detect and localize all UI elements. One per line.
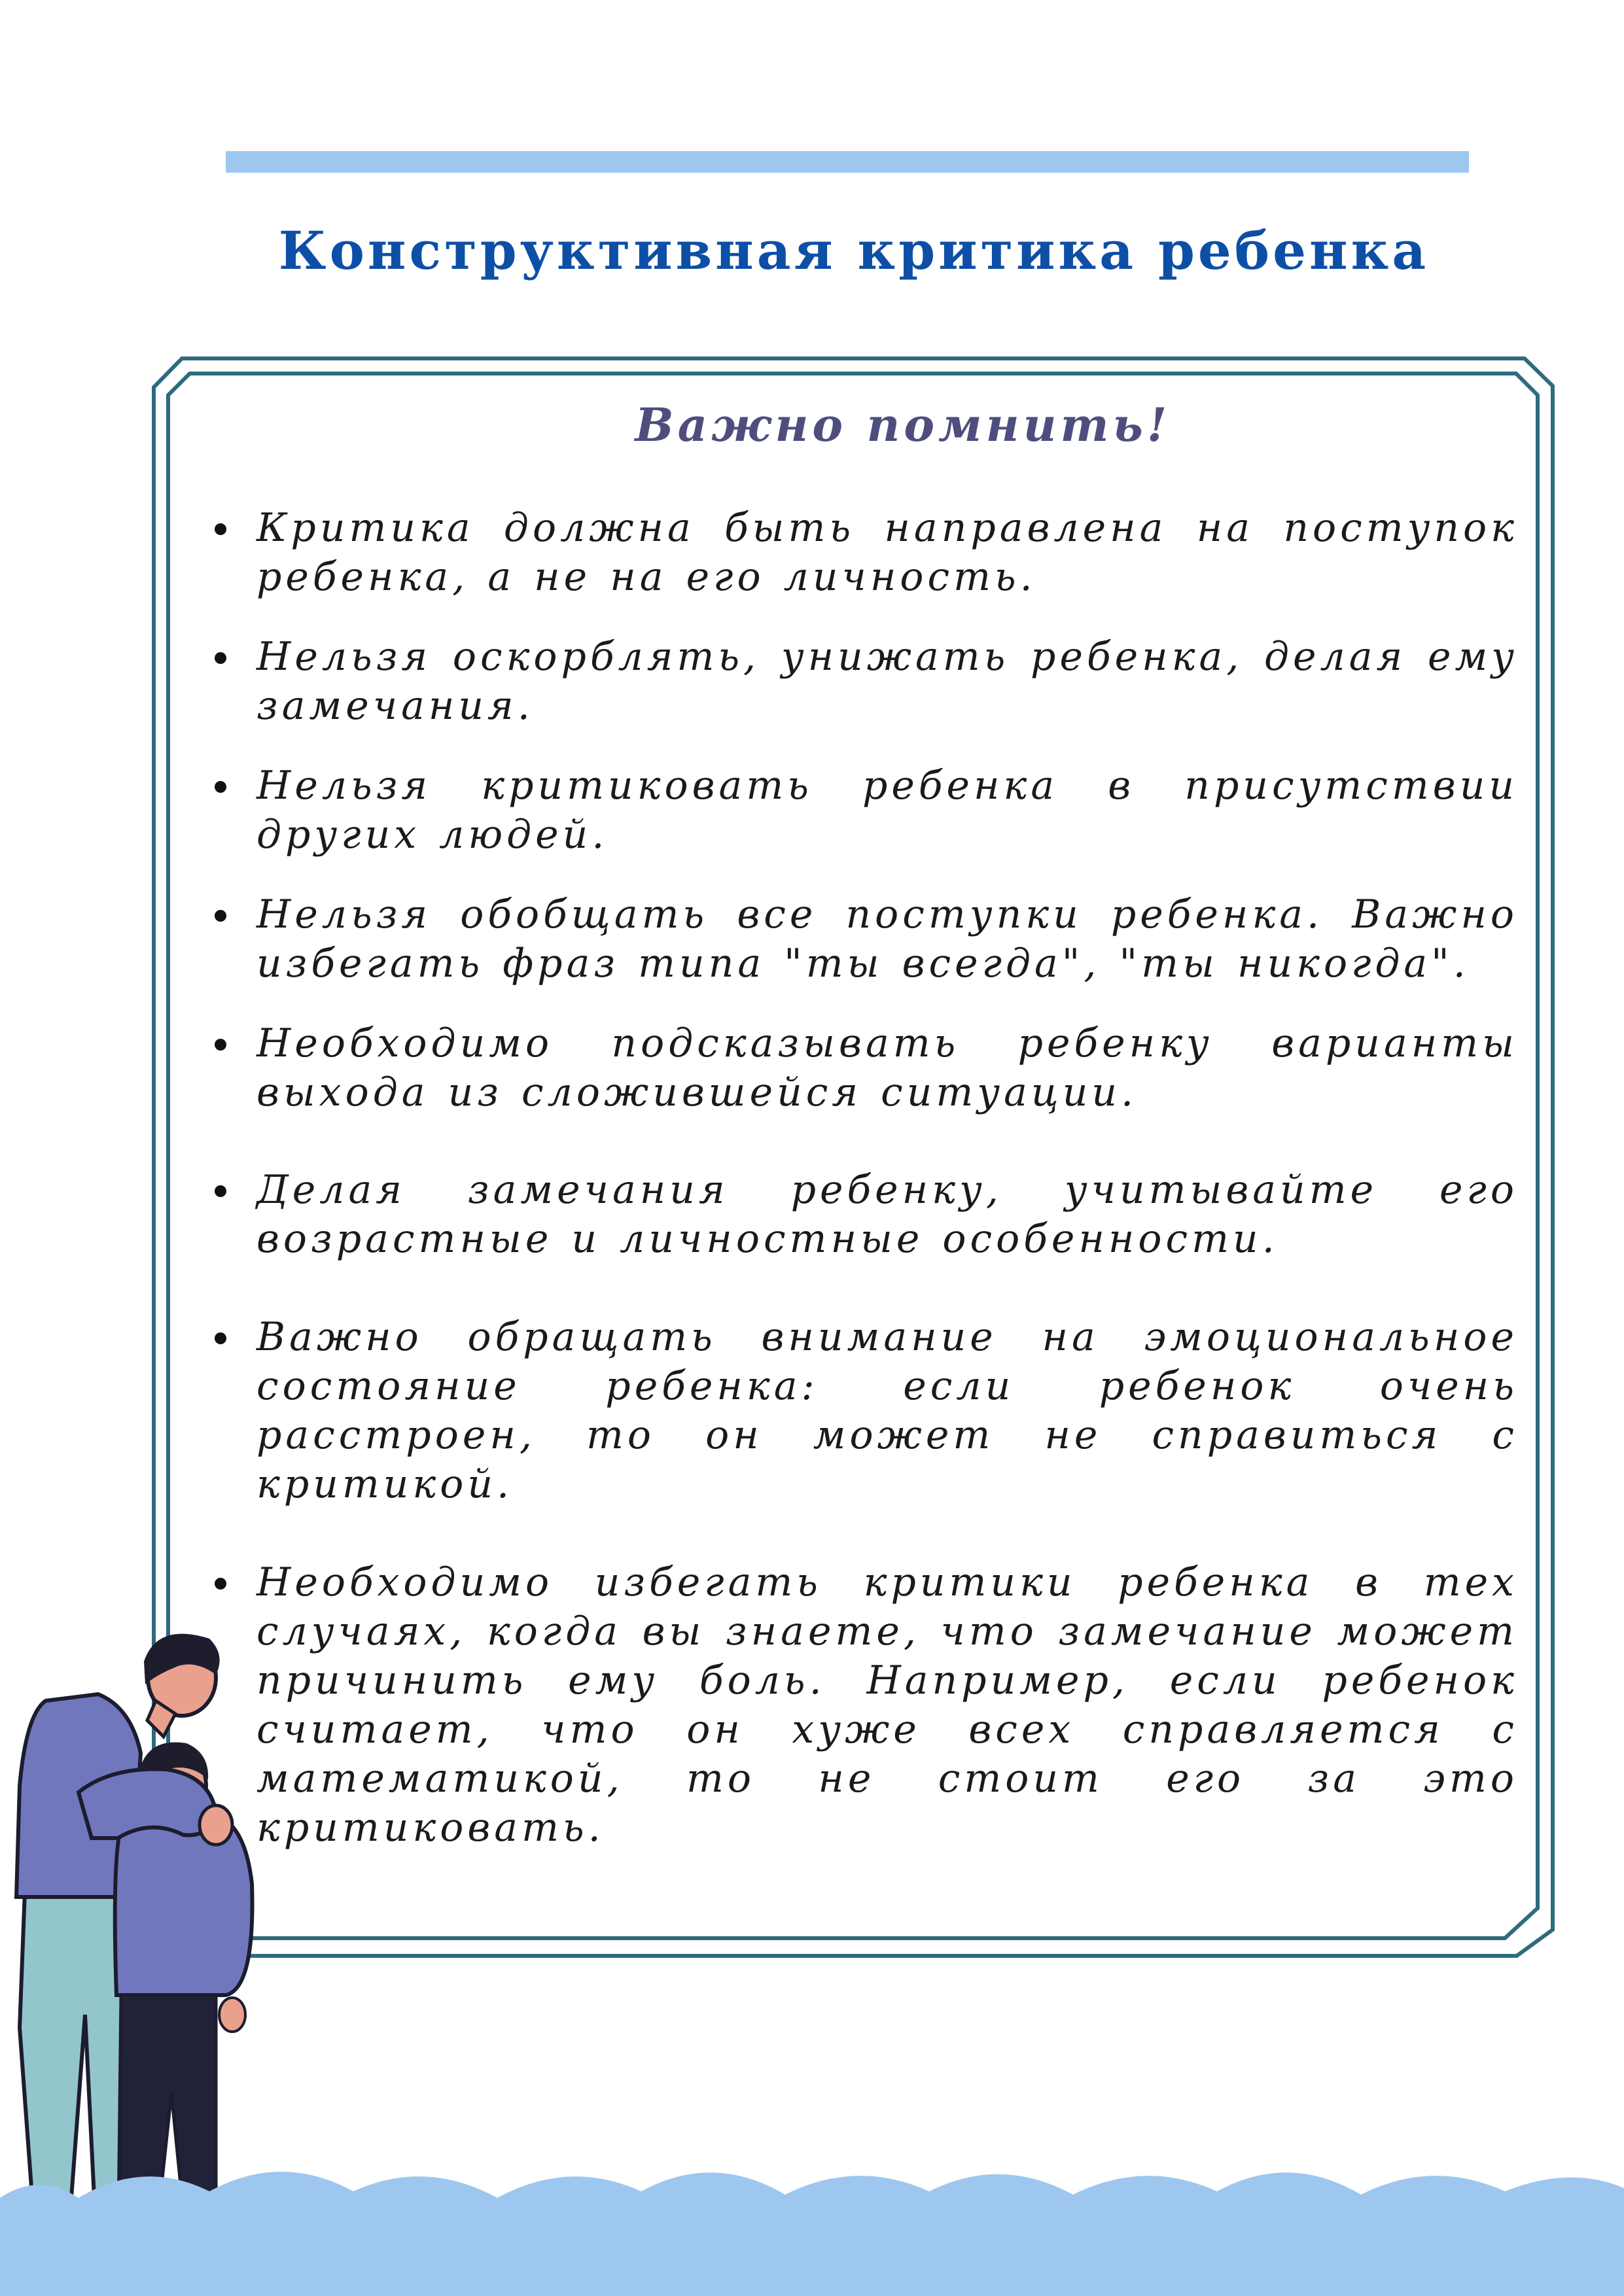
list-item (196, 1313, 1518, 1509)
list-item (196, 504, 1518, 602)
rule-text: Необходимо подсказывать ребенку варианты выхода из сложившейся ситуации. (256, 1020, 1518, 1115)
rule-text: Критика должна быть направлена на поступок ребенка, а не на его личность. (256, 505, 1518, 600)
list-item (196, 761, 1518, 860)
bullet-icon (215, 1332, 226, 1344)
list-item (196, 890, 1518, 988)
clouds-decoration (0, 2152, 1624, 2296)
rule-text: Необходимо избегать критики ребенка в тех случаях, когда вы знаете, что замечание может причинить ему боль. Например, если ребенок считает, что он хуже всех справляется с математикой, то не стоит его за это критиковать. (256, 1559, 1518, 1851)
bullet-icon (215, 1578, 226, 1590)
list-item (196, 1558, 1518, 1852)
list-item (196, 1166, 1518, 1264)
list-item (196, 633, 1518, 731)
section-subtitle: Важно помнить! (635, 398, 1171, 452)
rule-text: Делая замечания ребенку, учитывайте его возрастные и личностные особенности. (256, 1167, 1518, 1262)
bullet-icon (215, 1185, 226, 1197)
bullet-icon (215, 1039, 226, 1051)
bullet-icon (215, 523, 226, 535)
rule-text: Нельзя оскорблять, унижать ребенка, делая ему замечания. (256, 634, 1518, 729)
bullet-icon (215, 910, 226, 922)
rule-text: Важно обращать внимание на эмоциональное состояние ребенка: если ребенок очень расстроен, то он может не справиться с критикой. (256, 1314, 1518, 1507)
bullet-icon (215, 781, 226, 793)
list-item (196, 1019, 1518, 1117)
bullet-icon (215, 652, 226, 664)
rule-text: Нельзя обобщать все поступки ребенка. Важно избегать фраз типа "ты всегда", "ты никогда". (256, 892, 1518, 986)
rule-text: Нельзя критиковать ребенка в присутствии других людей. (256, 763, 1518, 858)
page-title: Конструктивная критика ребенка (278, 220, 1430, 281)
